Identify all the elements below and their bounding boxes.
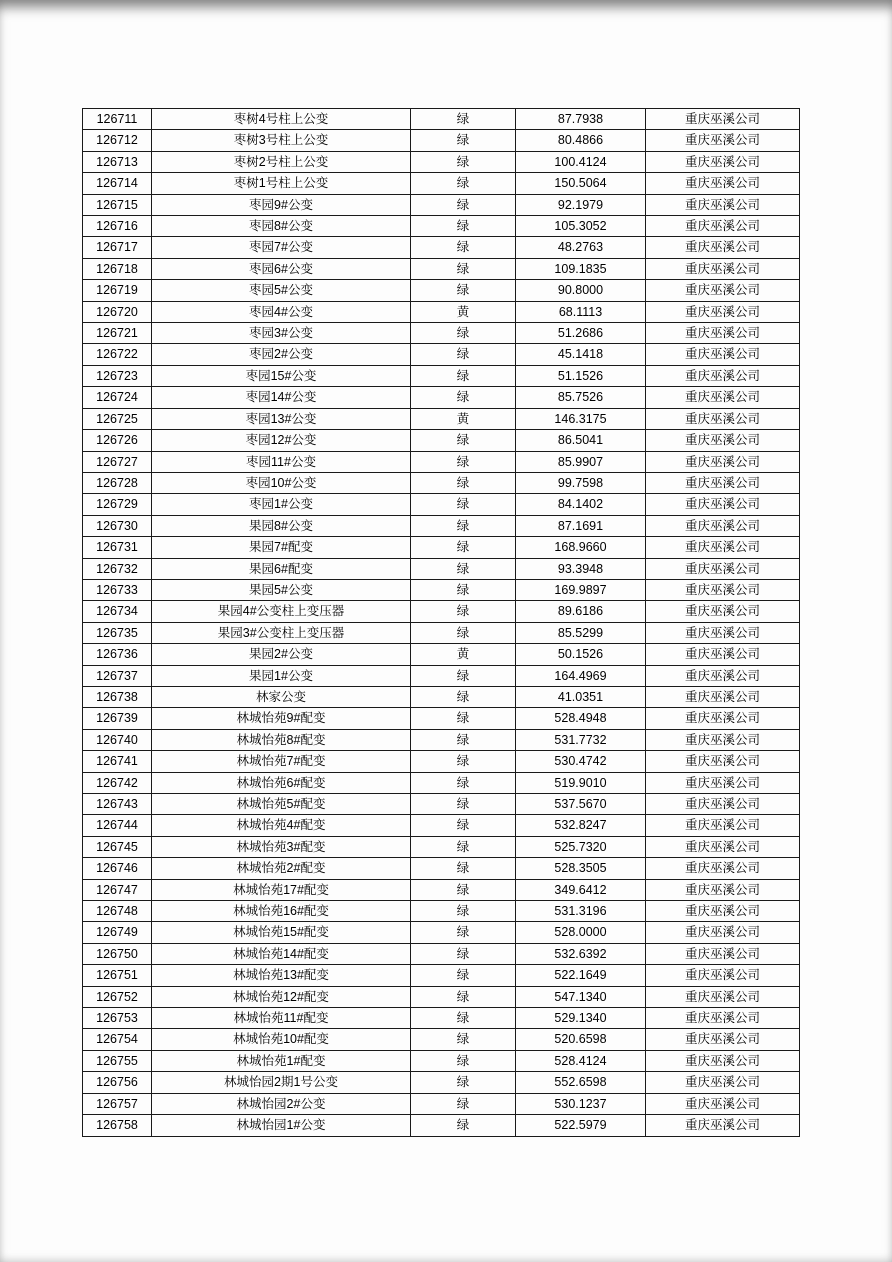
cell-status-color: 绿 <box>411 686 516 707</box>
cell-equipment-name: 果园5#公变 <box>152 579 411 600</box>
cell-record-id: 126711 <box>83 109 152 130</box>
cell-company: 重庆巫溪公司 <box>646 1093 800 1114</box>
cell-record-id: 126716 <box>83 216 152 237</box>
cell-company: 重庆巫溪公司 <box>646 601 800 622</box>
cell-record-id: 126723 <box>83 365 152 386</box>
cell-company: 重庆巫溪公司 <box>646 644 800 665</box>
cell-value: 528.3505 <box>516 858 646 879</box>
cell-record-id: 126727 <box>83 451 152 472</box>
cell-value: 532.6392 <box>516 943 646 964</box>
cell-status-color: 绿 <box>411 130 516 151</box>
cell-company: 重庆巫溪公司 <box>646 109 800 130</box>
cell-status-color: 绿 <box>411 622 516 643</box>
cell-company: 重庆巫溪公司 <box>646 686 800 707</box>
cell-status-color: 绿 <box>411 1072 516 1093</box>
cell-equipment-name: 枣园14#公变 <box>152 387 411 408</box>
cell-equipment-name: 果园2#公变 <box>152 644 411 665</box>
cell-record-id: 126732 <box>83 558 152 579</box>
cell-value: 90.8000 <box>516 280 646 301</box>
cell-status-color: 绿 <box>411 708 516 729</box>
table-row <box>83 601 800 622</box>
cell-status-color: 绿 <box>411 858 516 879</box>
table-row <box>83 130 800 151</box>
cell-equipment-name: 枣园9#公变 <box>152 194 411 215</box>
cell-company: 重庆巫溪公司 <box>646 1050 800 1071</box>
cell-value: 86.5041 <box>516 430 646 451</box>
cell-record-id: 126714 <box>83 173 152 194</box>
table-row <box>83 216 800 237</box>
table-row <box>83 387 800 408</box>
cell-record-id: 126758 <box>83 1115 152 1136</box>
cell-equipment-name: 林城怡苑17#配变 <box>152 879 411 900</box>
cell-status-color: 绿 <box>411 579 516 600</box>
cell-record-id: 126742 <box>83 772 152 793</box>
table-row <box>83 173 800 194</box>
table-row <box>83 451 800 472</box>
table-row <box>83 665 800 686</box>
table-row <box>83 558 800 579</box>
cell-company: 重庆巫溪公司 <box>646 1008 800 1029</box>
cell-company: 重庆巫溪公司 <box>646 301 800 322</box>
cell-value: 168.9660 <box>516 537 646 558</box>
cell-value: 552.6598 <box>516 1072 646 1093</box>
cell-value: 105.3052 <box>516 216 646 237</box>
cell-equipment-name: 林城怡苑16#配变 <box>152 901 411 922</box>
cell-company: 重庆巫溪公司 <box>646 130 800 151</box>
table-row <box>83 986 800 1007</box>
cell-status-color: 绿 <box>411 794 516 815</box>
cell-value: 547.1340 <box>516 986 646 1007</box>
cell-equipment-name: 林城怡苑15#配变 <box>152 922 411 943</box>
cell-company: 重庆巫溪公司 <box>646 151 800 172</box>
cell-company: 重庆巫溪公司 <box>646 986 800 1007</box>
table-row <box>83 729 800 750</box>
cell-status-color: 绿 <box>411 1093 516 1114</box>
table-row <box>83 922 800 943</box>
cell-status-color: 绿 <box>411 601 516 622</box>
table-row <box>83 751 800 772</box>
table-row <box>83 943 800 964</box>
cell-company: 重庆巫溪公司 <box>646 965 800 986</box>
cell-equipment-name: 果园4#公变柱上变压器 <box>152 601 411 622</box>
cell-value: 537.5670 <box>516 794 646 815</box>
cell-company: 重庆巫溪公司 <box>646 665 800 686</box>
cell-company: 重庆巫溪公司 <box>646 1029 800 1050</box>
cell-status-color: 绿 <box>411 751 516 772</box>
cell-equipment-name: 林城怡苑5#配变 <box>152 794 411 815</box>
cell-record-id: 126737 <box>83 665 152 686</box>
cell-record-id: 126718 <box>83 258 152 279</box>
cell-value: 531.7732 <box>516 729 646 750</box>
cell-equipment-name: 林城怡苑9#配变 <box>152 708 411 729</box>
cell-record-id: 126738 <box>83 686 152 707</box>
cell-status-color: 绿 <box>411 472 516 493</box>
table-row <box>83 537 800 558</box>
cell-status-color: 绿 <box>411 280 516 301</box>
cell-equipment-name: 枣园15#公变 <box>152 365 411 386</box>
cell-value: 85.7526 <box>516 387 646 408</box>
cell-equipment-name: 林城怡园2#公变 <box>152 1093 411 1114</box>
table-row <box>83 237 800 258</box>
cell-equipment-name: 林城怡苑10#配变 <box>152 1029 411 1050</box>
cell-record-id: 126752 <box>83 986 152 1007</box>
cell-value: 109.1835 <box>516 258 646 279</box>
cell-equipment-name: 枣园13#公变 <box>152 408 411 429</box>
cell-value: 522.5979 <box>516 1115 646 1136</box>
cell-company: 重庆巫溪公司 <box>646 216 800 237</box>
cell-value: 51.1526 <box>516 365 646 386</box>
cell-company: 重庆巫溪公司 <box>646 901 800 922</box>
cell-equipment-name: 林城怡苑6#配变 <box>152 772 411 793</box>
table-row <box>83 472 800 493</box>
table-row <box>83 644 800 665</box>
table-row <box>83 879 800 900</box>
table-row <box>83 1093 800 1114</box>
cell-equipment-name: 枣园2#公变 <box>152 344 411 365</box>
cell-equipment-name: 林城怡园2期1号公变 <box>152 1072 411 1093</box>
cell-company: 重庆巫溪公司 <box>646 494 800 515</box>
cell-record-id: 126717 <box>83 237 152 258</box>
cell-record-id: 126721 <box>83 323 152 344</box>
cell-equipment-name: 枣园3#公变 <box>152 323 411 344</box>
cell-company: 重庆巫溪公司 <box>646 323 800 344</box>
cell-record-id: 126753 <box>83 1008 152 1029</box>
cell-company: 重庆巫溪公司 <box>646 772 800 793</box>
cell-status-color: 绿 <box>411 665 516 686</box>
table-row <box>83 494 800 515</box>
table-row <box>83 151 800 172</box>
cell-record-id: 126736 <box>83 644 152 665</box>
cell-value: 164.4969 <box>516 665 646 686</box>
cell-value: 87.7938 <box>516 109 646 130</box>
table-row <box>83 408 800 429</box>
cell-equipment-name: 林城怡苑1#配变 <box>152 1050 411 1071</box>
cell-value: 41.0351 <box>516 686 646 707</box>
cell-company: 重庆巫溪公司 <box>646 173 800 194</box>
cell-status-color: 绿 <box>411 387 516 408</box>
table-row <box>83 858 800 879</box>
cell-status-color: 绿 <box>411 729 516 750</box>
cell-value: 80.4866 <box>516 130 646 151</box>
table-row <box>83 965 800 986</box>
cell-record-id: 126712 <box>83 130 152 151</box>
cell-value: 68.1113 <box>516 301 646 322</box>
table-row <box>83 301 800 322</box>
table-row <box>83 836 800 857</box>
cell-equipment-name: 林城怡苑7#配变 <box>152 751 411 772</box>
cell-company: 重庆巫溪公司 <box>646 922 800 943</box>
cell-company: 重庆巫溪公司 <box>646 815 800 836</box>
cell-status-color: 绿 <box>411 515 516 536</box>
table-row <box>83 280 800 301</box>
cell-company: 重庆巫溪公司 <box>646 344 800 365</box>
table-row <box>83 1008 800 1029</box>
cell-value: 528.4948 <box>516 708 646 729</box>
cell-record-id: 126731 <box>83 537 152 558</box>
cell-company: 重庆巫溪公司 <box>646 622 800 643</box>
cell-record-id: 126745 <box>83 836 152 857</box>
table-row <box>83 901 800 922</box>
cell-status-color: 绿 <box>411 537 516 558</box>
table-row <box>83 1072 800 1093</box>
cell-company: 重庆巫溪公司 <box>646 280 800 301</box>
cell-value: 89.6186 <box>516 601 646 622</box>
cell-value: 92.1979 <box>516 194 646 215</box>
cell-equipment-name: 枣园4#公变 <box>152 301 411 322</box>
cell-record-id: 126757 <box>83 1093 152 1114</box>
cell-value: 45.1418 <box>516 344 646 365</box>
cell-status-color: 绿 <box>411 451 516 472</box>
cell-value: 84.1402 <box>516 494 646 515</box>
cell-value: 530.1237 <box>516 1093 646 1114</box>
cell-status-color: 绿 <box>411 772 516 793</box>
cell-company: 重庆巫溪公司 <box>646 258 800 279</box>
cell-value: 85.5299 <box>516 622 646 643</box>
cell-equipment-name: 林家公变 <box>152 686 411 707</box>
table-row <box>83 772 800 793</box>
cell-company: 重庆巫溪公司 <box>646 365 800 386</box>
table-row <box>83 686 800 707</box>
cell-record-id: 126735 <box>83 622 152 643</box>
cell-value: 529.1340 <box>516 1008 646 1029</box>
cell-company: 重庆巫溪公司 <box>646 579 800 600</box>
table-body <box>83 109 800 1137</box>
table-row <box>83 365 800 386</box>
cell-record-id: 126715 <box>83 194 152 215</box>
cell-record-id: 126741 <box>83 751 152 772</box>
cell-record-id: 126724 <box>83 387 152 408</box>
cell-company: 重庆巫溪公司 <box>646 1072 800 1093</box>
cell-value: 87.1691 <box>516 515 646 536</box>
cell-status-color: 绿 <box>411 986 516 1007</box>
cell-status-color: 绿 <box>411 1050 516 1071</box>
cell-company: 重庆巫溪公司 <box>646 515 800 536</box>
cell-equipment-name: 枣园7#公变 <box>152 237 411 258</box>
cell-status-color: 绿 <box>411 173 516 194</box>
cell-company: 重庆巫溪公司 <box>646 387 800 408</box>
cell-equipment-name: 果园3#公变柱上变压器 <box>152 622 411 643</box>
cell-company: 重庆巫溪公司 <box>646 729 800 750</box>
cell-equipment-name: 枣园12#公变 <box>152 430 411 451</box>
cell-company: 重庆巫溪公司 <box>646 858 800 879</box>
cell-company: 重庆巫溪公司 <box>646 472 800 493</box>
cell-value: 48.2763 <box>516 237 646 258</box>
cell-value: 522.1649 <box>516 965 646 986</box>
cell-status-color: 绿 <box>411 558 516 579</box>
cell-value: 349.6412 <box>516 879 646 900</box>
table-row <box>83 323 800 344</box>
cell-equipment-name: 果园7#配变 <box>152 537 411 558</box>
cell-equipment-name: 枣园10#公变 <box>152 472 411 493</box>
cell-record-id: 126722 <box>83 344 152 365</box>
cell-company: 重庆巫溪公司 <box>646 558 800 579</box>
cell-equipment-name: 枣树2号柱上公变 <box>152 151 411 172</box>
cell-equipment-name: 枣树1号柱上公变 <box>152 173 411 194</box>
cell-company: 重庆巫溪公司 <box>646 237 800 258</box>
table-row <box>83 194 800 215</box>
cell-record-id: 126726 <box>83 430 152 451</box>
cell-record-id: 126743 <box>83 794 152 815</box>
cell-company: 重庆巫溪公司 <box>646 708 800 729</box>
cell-equipment-name: 枣园8#公变 <box>152 216 411 237</box>
cell-equipment-name: 林城怡苑3#配变 <box>152 836 411 857</box>
cell-record-id: 126755 <box>83 1050 152 1071</box>
cell-equipment-name: 林城怡苑12#配变 <box>152 986 411 1007</box>
table-row <box>83 1050 800 1071</box>
cell-record-id: 126749 <box>83 922 152 943</box>
cell-status-color: 绿 <box>411 943 516 964</box>
cell-value: 519.9010 <box>516 772 646 793</box>
cell-value: 532.8247 <box>516 815 646 836</box>
cell-equipment-name: 果园1#公变 <box>152 665 411 686</box>
cell-company: 重庆巫溪公司 <box>646 943 800 964</box>
cell-equipment-name: 林城怡园1#公变 <box>152 1115 411 1136</box>
cell-status-color: 黄 <box>411 644 516 665</box>
cell-value: 50.1526 <box>516 644 646 665</box>
cell-status-color: 绿 <box>411 1115 516 1136</box>
cell-record-id: 126744 <box>83 815 152 836</box>
cell-status-color: 绿 <box>411 879 516 900</box>
cell-record-id: 126746 <box>83 858 152 879</box>
cell-company: 重庆巫溪公司 <box>646 451 800 472</box>
cell-record-id: 126725 <box>83 408 152 429</box>
table-row <box>83 708 800 729</box>
cell-equipment-name: 枣园6#公变 <box>152 258 411 279</box>
cell-equipment-name: 枣园5#公变 <box>152 280 411 301</box>
cell-value: 530.4742 <box>516 751 646 772</box>
cell-record-id: 126756 <box>83 1072 152 1093</box>
cell-equipment-name: 枣园1#公变 <box>152 494 411 515</box>
cell-equipment-name: 枣树4号柱上公变 <box>152 109 411 130</box>
cell-equipment-name: 果园8#公变 <box>152 515 411 536</box>
cell-value: 169.9897 <box>516 579 646 600</box>
cell-status-color: 绿 <box>411 836 516 857</box>
cell-value: 525.7320 <box>516 836 646 857</box>
cell-status-color: 绿 <box>411 323 516 344</box>
table-row <box>83 109 800 130</box>
cell-status-color: 绿 <box>411 258 516 279</box>
cell-value: 93.3948 <box>516 558 646 579</box>
table-row <box>83 579 800 600</box>
cell-status-color: 绿 <box>411 109 516 130</box>
cell-company: 重庆巫溪公司 <box>646 194 800 215</box>
cell-status-color: 绿 <box>411 494 516 515</box>
cell-record-id: 126713 <box>83 151 152 172</box>
cell-status-color: 绿 <box>411 815 516 836</box>
cell-status-color: 绿 <box>411 216 516 237</box>
cell-status-color: 黄 <box>411 301 516 322</box>
cell-record-id: 126733 <box>83 579 152 600</box>
cell-record-id: 126747 <box>83 879 152 900</box>
table-row <box>83 794 800 815</box>
cell-equipment-name: 林城怡苑2#配变 <box>152 858 411 879</box>
cell-value: 150.5064 <box>516 173 646 194</box>
cell-status-color: 绿 <box>411 901 516 922</box>
cell-status-color: 绿 <box>411 430 516 451</box>
cell-status-color: 绿 <box>411 965 516 986</box>
cell-equipment-name: 林城怡苑8#配变 <box>152 729 411 750</box>
cell-company: 重庆巫溪公司 <box>646 408 800 429</box>
cell-value: 99.7598 <box>516 472 646 493</box>
cell-company: 重庆巫溪公司 <box>646 751 800 772</box>
cell-record-id: 126719 <box>83 280 152 301</box>
cell-record-id: 126740 <box>83 729 152 750</box>
cell-company: 重庆巫溪公司 <box>646 430 800 451</box>
cell-status-color: 绿 <box>411 365 516 386</box>
cell-equipment-name: 枣树3号柱上公变 <box>152 130 411 151</box>
cell-value: 528.4124 <box>516 1050 646 1071</box>
cell-company: 重庆巫溪公司 <box>646 836 800 857</box>
cell-status-color: 绿 <box>411 151 516 172</box>
cell-equipment-name: 林城怡苑4#配变 <box>152 815 411 836</box>
table-row <box>83 1029 800 1050</box>
cell-record-id: 126734 <box>83 601 152 622</box>
cell-status-color: 绿 <box>411 922 516 943</box>
cell-record-id: 126728 <box>83 472 152 493</box>
transformer-data-table <box>82 108 800 1137</box>
cell-equipment-name: 枣园11#公变 <box>152 451 411 472</box>
cell-value: 100.4124 <box>516 151 646 172</box>
cell-value: 528.0000 <box>516 922 646 943</box>
cell-status-color: 黄 <box>411 408 516 429</box>
cell-record-id: 126751 <box>83 965 152 986</box>
cell-record-id: 126720 <box>83 301 152 322</box>
cell-company: 重庆巫溪公司 <box>646 794 800 815</box>
cell-equipment-name: 林城怡苑11#配变 <box>152 1008 411 1029</box>
cell-record-id: 126729 <box>83 494 152 515</box>
cell-equipment-name: 林城怡苑13#配变 <box>152 965 411 986</box>
cell-status-color: 绿 <box>411 1029 516 1050</box>
cell-company: 重庆巫溪公司 <box>646 537 800 558</box>
table-row <box>83 430 800 451</box>
cell-equipment-name: 林城怡苑14#配变 <box>152 943 411 964</box>
table-row <box>83 622 800 643</box>
cell-status-color: 绿 <box>411 194 516 215</box>
cell-value: 531.3196 <box>516 901 646 922</box>
table-row <box>83 515 800 536</box>
table-row <box>83 258 800 279</box>
cell-record-id: 126754 <box>83 1029 152 1050</box>
cell-record-id: 126748 <box>83 901 152 922</box>
cell-record-id: 126730 <box>83 515 152 536</box>
cell-value: 520.6598 <box>516 1029 646 1050</box>
table-row <box>83 815 800 836</box>
cell-value: 85.9907 <box>516 451 646 472</box>
cell-value: 51.2686 <box>516 323 646 344</box>
cell-value: 146.3175 <box>516 408 646 429</box>
cell-equipment-name: 果园6#配变 <box>152 558 411 579</box>
table-row <box>83 344 800 365</box>
cell-record-id: 126739 <box>83 708 152 729</box>
table-row <box>83 1115 800 1136</box>
cell-status-color: 绿 <box>411 1008 516 1029</box>
cell-company: 重庆巫溪公司 <box>646 1115 800 1136</box>
cell-status-color: 绿 <box>411 344 516 365</box>
cell-company: 重庆巫溪公司 <box>646 879 800 900</box>
cell-record-id: 126750 <box>83 943 152 964</box>
cell-status-color: 绿 <box>411 237 516 258</box>
